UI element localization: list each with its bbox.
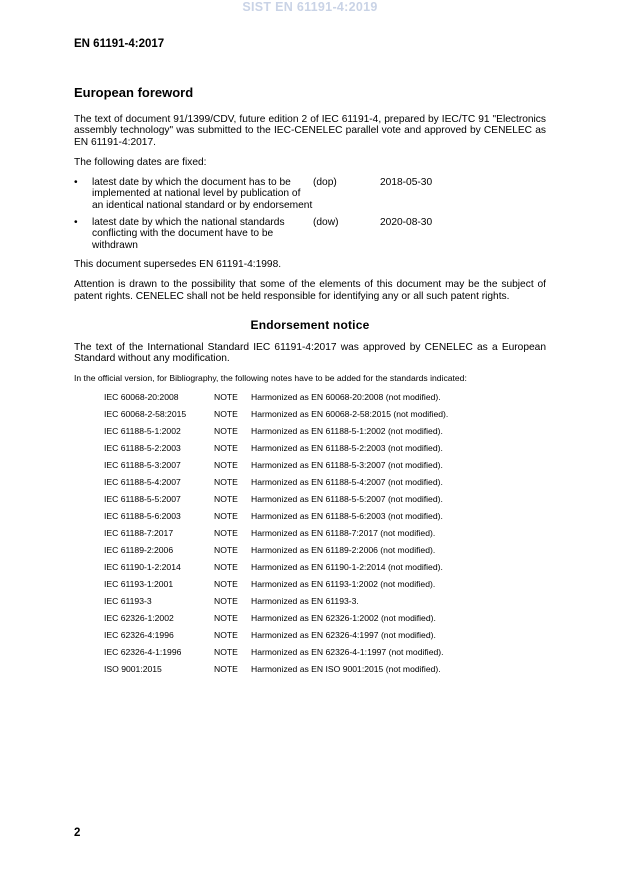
bibliography-standard: IEC 61188-7:2017 <box>104 528 174 539</box>
date-code: (dop) <box>313 177 337 189</box>
bibliography-harmonized-text: Harmonized as EN 61188-5-3:2007 (not modified). <box>251 460 443 471</box>
bibliography-standard: IEC 61188-5-5:2007 <box>104 494 181 505</box>
date-description: latest date by which the national standards conflicting with the document have to be withdrawn <box>92 217 285 251</box>
bibliography-note-label: NOTE <box>214 511 238 522</box>
bibliography-row <box>104 627 546 644</box>
bibliography-list <box>104 389 546 678</box>
bibliography-harmonized-text: Harmonized as EN 60068-20:2008 (not modified). <box>251 392 441 403</box>
bibliography-row <box>104 423 546 440</box>
bibliography-standard: IEC 61188-5-1:2002 <box>104 426 181 437</box>
bibliography-standard: IEC 60068-2-58:2015 <box>104 409 187 420</box>
bibliography-note-label: NOTE <box>214 630 238 641</box>
bibliography-row <box>104 457 546 474</box>
bibliography-harmonized-text: Harmonized as EN 61188-5-1:2002 (not modified). <box>251 426 443 437</box>
bibliography-note-label: NOTE <box>214 613 238 624</box>
bibliography-note-label: NOTE <box>214 494 238 505</box>
bibliography-note-label: NOTE <box>214 443 238 454</box>
bibliography-note-label: NOTE <box>214 392 238 403</box>
bibliography-note-label: NOTE <box>214 409 238 420</box>
bibliography-row <box>104 542 546 559</box>
bibliography-standard: IEC 61189-2:2006 <box>104 545 174 556</box>
bibliography-harmonized-text: Harmonized as EN 62326-4:1997 (not modified). <box>251 630 436 641</box>
bibliography-note-label: NOTE <box>214 579 238 590</box>
bibliography-harmonized-text: Harmonized as EN 61188-5-4:2007 (not modified). <box>251 477 443 488</box>
foreword-paragraph: The text of document 91/1399/CDV, future edition 2 of IEC 61191-4, prepared by IEC/TC 91 "Electronics assembly technology" was submitted to the IEC-CENELEC parallel vote and approved by CENELEC as EN 61191-4:2017. <box>74 114 546 148</box>
bibliography-harmonized-text: Harmonized as EN 62326-4-1:1997 (not modified). <box>251 647 444 658</box>
date-item-dow <box>74 217 546 251</box>
bibliography-standard: ISO 9001:2015 <box>104 664 162 675</box>
bibliography-harmonized-text: Harmonized as EN 61188-7:2017 (not modified). <box>251 528 436 539</box>
bibliography-standard: IEC 62326-4:1996 <box>104 630 174 641</box>
bibliography-harmonized-text: Harmonized as EN ISO 9001:2015 (not modified). <box>251 664 441 675</box>
bibliography-row <box>104 474 546 491</box>
bibliography-harmonized-text: Harmonized as EN 61190-1-2:2014 (not modified). <box>251 562 443 573</box>
bibliography-row <box>104 576 546 593</box>
bibliography-standard: IEC 62326-4-1:1996 <box>104 647 182 658</box>
bibliography-note-label: NOTE <box>214 596 238 607</box>
date-item-dop <box>74 177 546 211</box>
supersedes-statement: This document supersedes EN 61191-4:1998. <box>74 258 282 270</box>
bibliography-standard: IEC 60068-20:2008 <box>104 392 179 403</box>
bullet: • <box>74 217 78 229</box>
bibliography-standard: IEC 62326-1:2002 <box>104 613 174 624</box>
patent-notice: Attention is drawn to the possibility that some of the elements of this document may be the subject of patent rights. CENELEC shall not be held responsible for identifying any or all such patent rights. <box>74 279 546 302</box>
endorsement-title: Endorsement notice <box>250 317 370 332</box>
bibliography-note-label: NOTE <box>214 664 238 675</box>
bibliography-note-label: NOTE <box>214 528 238 539</box>
bibliography-harmonized-text: Harmonized as EN 61193-3. <box>251 596 359 607</box>
bibliography-harmonized-text: Harmonized as EN 61188-5-6:2003 (not modified). <box>251 511 443 522</box>
bibliography-harmonized-text: Harmonized as EN 61188-5-5:2007 (not modified). <box>251 494 443 505</box>
bibliography-standard: IEC 61188-5-3:2007 <box>104 460 181 471</box>
bullet: • <box>74 177 78 189</box>
endorsement-text: The text of the International Standard IEC 61191-4:2017 was approved by CENELEC as a European Standard without any modification. <box>74 341 546 365</box>
bibliography-note-label: NOTE <box>214 460 238 471</box>
date-value: 2018-05-30 <box>380 177 433 189</box>
bibliography-harmonized-text: Harmonized as EN 61189-2:2006 (not modified). <box>251 545 436 556</box>
bibliography-standard: IEC 61190-1-2:2014 <box>104 562 181 573</box>
bibliography-harmonized-text: Harmonized as EN 60068-2-58:2015 (not modified). <box>251 409 449 420</box>
bibliography-standard: IEC 61193-1:2001 <box>104 579 174 590</box>
bibliography-row <box>104 406 546 423</box>
document-id: EN 61191-4:2017 <box>74 38 165 50</box>
date-description: latest date by which the document has to be implemented at national level by publication of an identical national standard or by endorsement <box>92 177 313 211</box>
watermark: SIST EN 61191-4:2019 <box>242 0 378 14</box>
bibliography-standard: IEC 61188-5-2:2003 <box>104 443 181 454</box>
bibliography-note-label: NOTE <box>214 426 238 437</box>
bibliography-note-label: NOTE <box>214 562 238 573</box>
bibliography-row <box>104 559 546 576</box>
bibliography-standard: IEC 61188-5-6:2003 <box>104 511 181 522</box>
bibliography-harmonized-text: Harmonized as EN 62326-1:2002 (not modified). <box>251 613 436 624</box>
dates-intro: The following dates are fixed: <box>74 156 207 168</box>
date-code: (dow) <box>313 217 339 229</box>
bibliography-row <box>104 644 546 661</box>
bibliography-row <box>104 491 546 508</box>
bibliography-note-label: NOTE <box>214 477 238 488</box>
date-value: 2020-08-30 <box>380 217 433 229</box>
bibliography-row <box>104 593 546 610</box>
bibliography-row <box>104 661 546 678</box>
bibliography-row <box>104 440 546 457</box>
bibliography-row <box>104 508 546 525</box>
bibliography-harmonized-text: Harmonized as EN 61188-5-2:2003 (not modified). <box>251 443 443 454</box>
bibliography-harmonized-text: Harmonized as EN 61193-1:2002 (not modified). <box>251 579 436 590</box>
dates-list <box>74 177 546 251</box>
bibliography-row <box>104 610 546 627</box>
bibliography-note-label: NOTE <box>214 545 238 556</box>
page-number: 2 <box>74 827 81 839</box>
foreword-title: European foreword <box>74 85 194 100</box>
bibliography-standard: IEC 61188-5-4:2007 <box>104 477 181 488</box>
bibliography-row <box>104 525 546 542</box>
page-content <box>74 85 546 678</box>
bibliography-intro: In the official version, for Bibliography, the following notes have to be added for the standards indicated: <box>74 373 467 384</box>
bibliography-row <box>104 389 546 406</box>
bibliography-standard: IEC 61193-3 <box>104 596 152 607</box>
bibliography-note-label: NOTE <box>214 647 238 658</box>
